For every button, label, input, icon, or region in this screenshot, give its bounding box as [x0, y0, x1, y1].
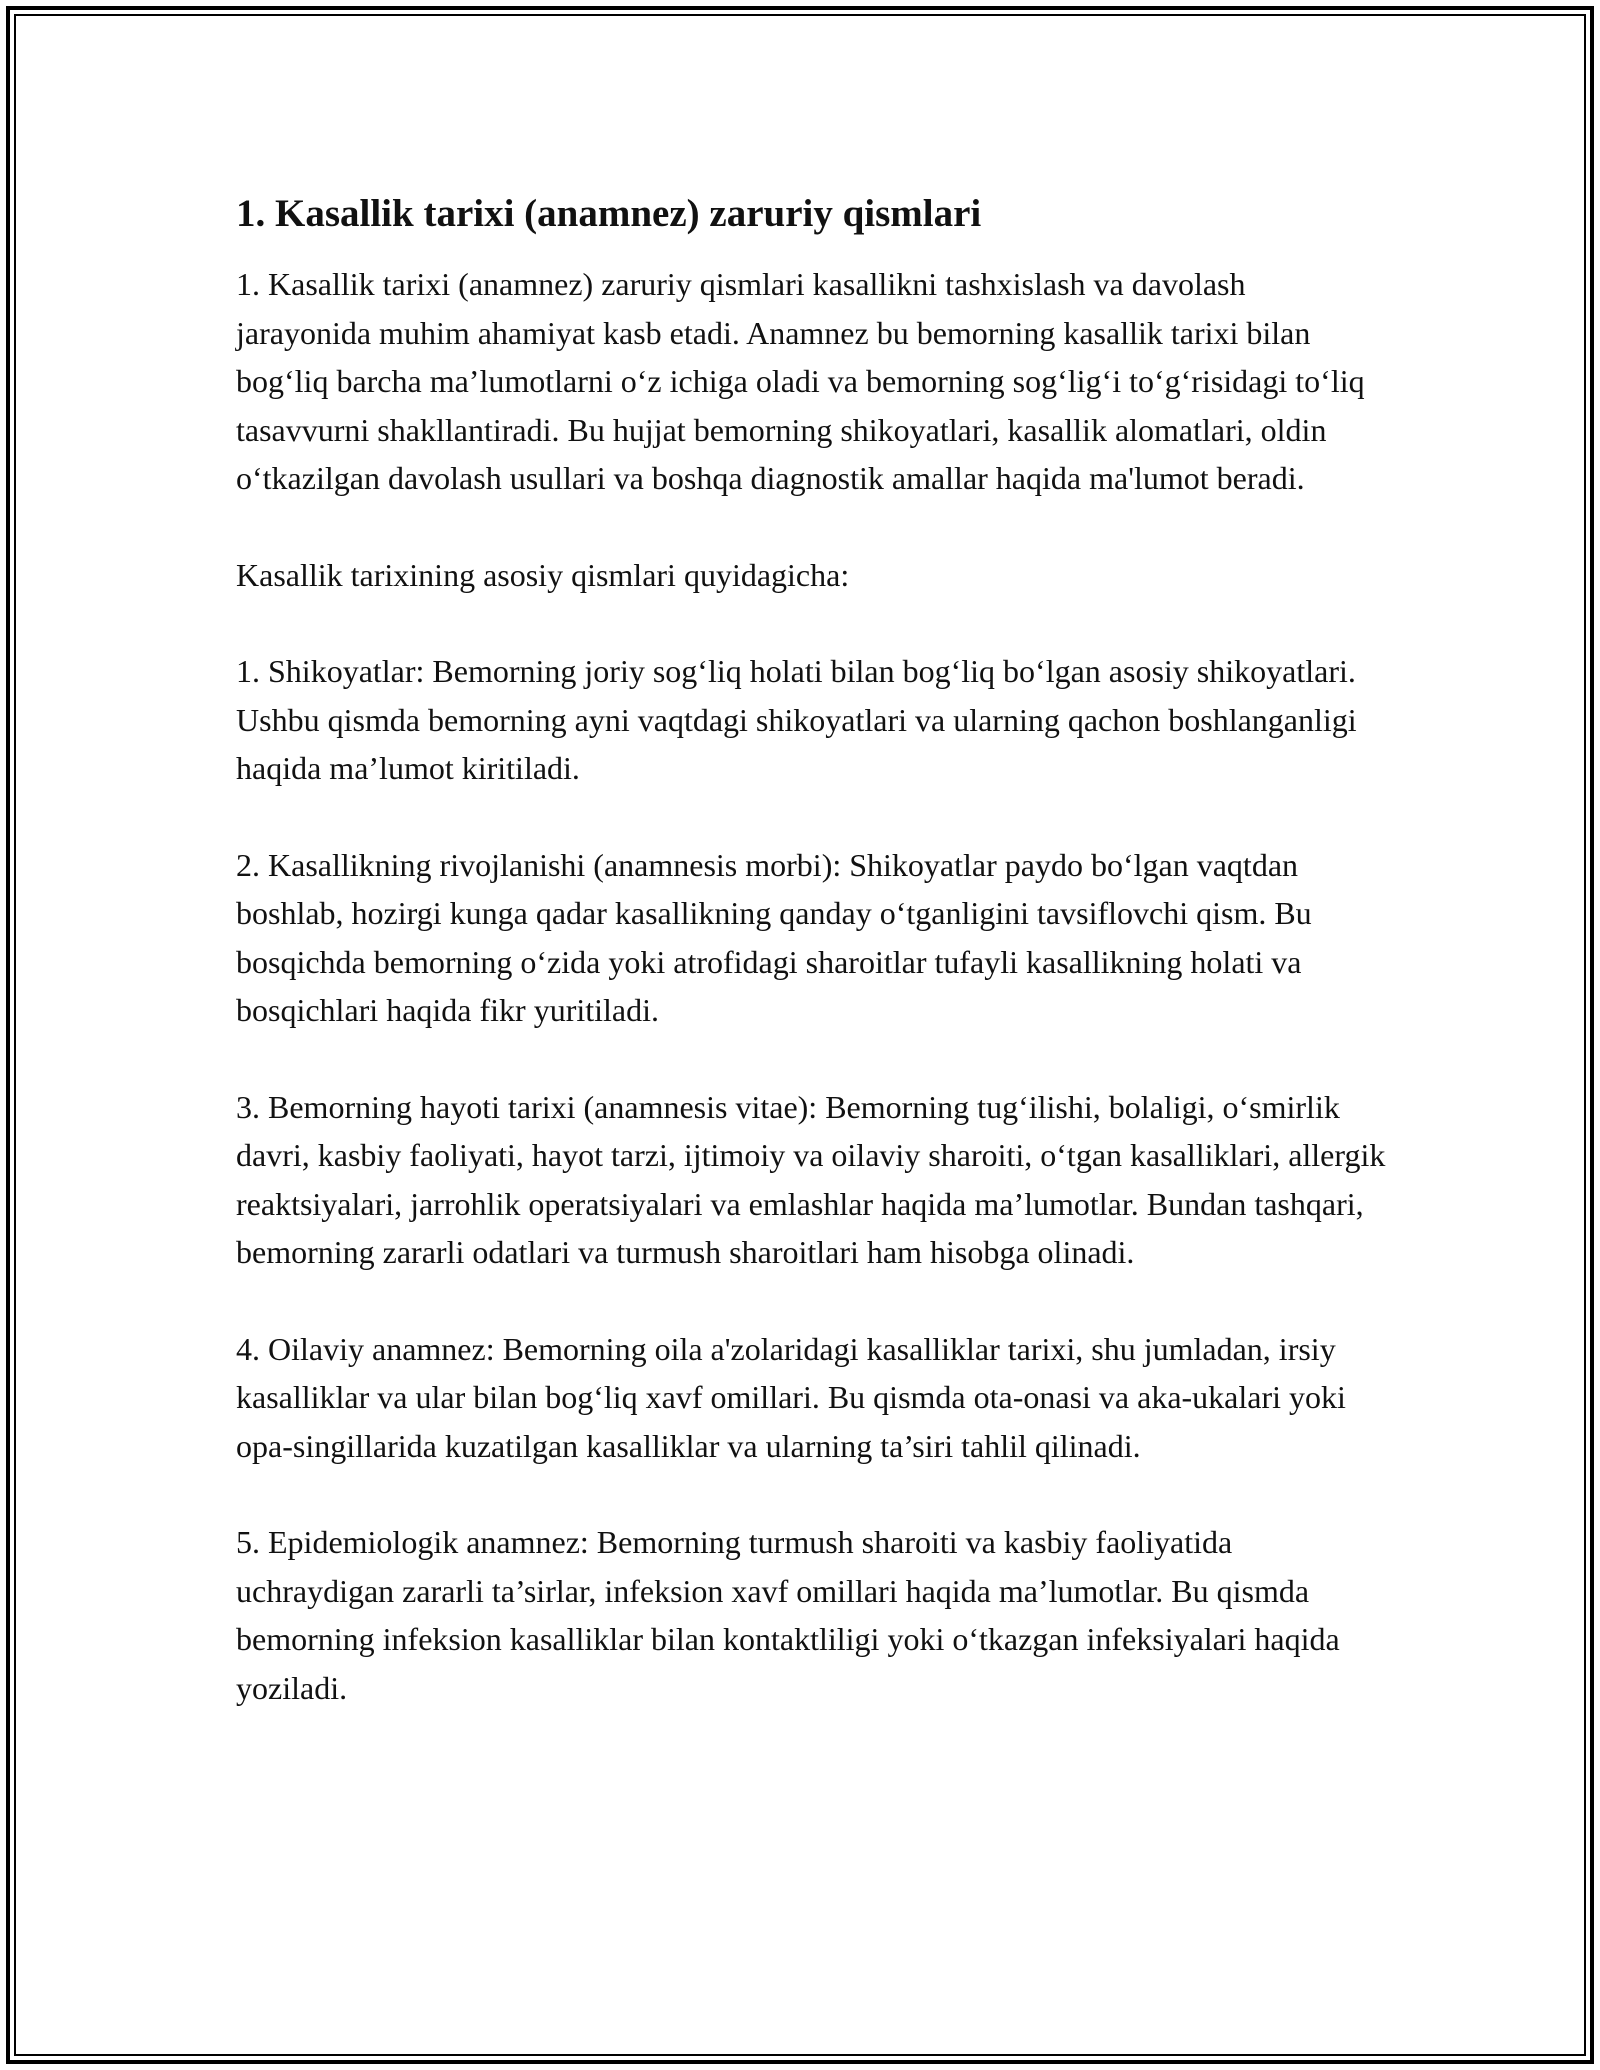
life-history-paragraph: 3. Bemorning hayoti tarixi (anamnesis vitae): Bemorning tug‘ilishi, bolaligi, o‘smirlik davri, kasbiy faoliyati, hayot tarzi, ijtimoiy va oilaviy sharoiti, o‘tgan kasalliklari, allergik reaktsiyalari, jarrohlik operatsiyalari va emlashlar haqida ma’lumotlar. Bundan tashqari, bemorning zararli odatlari va turmush sharoitlari ham hisobga olinadi. — [236, 1088, 1386, 1270]
section-heading: 1. Kasallik tarixi (anamnez) zaruriy qismlari — [236, 192, 982, 235]
intro-paragraph: 1. Kasallik tarixi (anamnez) zaruriy qismlari kasallikni tashxislash va davolash jarayonida muhim ahamiyat kasb etadi. Anamnez bu bemorning kasallik tarixi bilan bog‘liq barcha ma’lumotlarni o‘z ichiga oladi va bemorning sog‘lig‘i to‘g‘risidagi to‘liq tasavvurni shakllantiradi. Bu hujjat bemorning shikoyatlari, kasallik alomatlari, oldin o‘tkazilgan davolash usullari va boshqa diagnostik amallar haqida ma'lumot beradi. — [236, 266, 1365, 496]
family-history-paragraph: 4. Oilaviy anamnez: Bemorning oila a'zolaridagi kasalliklar tarixi, shu jumladan, irsiy kasalliklar va ular bilan bog‘liq xavf omillari. Bu qismda ota-onasi va aka-ukalari yoki opa-singillarida kuzatilgan kasalliklar va ularning ta’siri tahlil qilinadi. — [236, 1330, 1346, 1464]
disease-history-paragraph: 2. Kasallikning rivojlanishi (anamnesis morbi): Shikoyatlar paydo bo‘lgan vaqtdan boshlab, hozirgi kunga qadar kasallikning qanday o‘tganligini tavsiflovchi qism. Bu bosqichda bemorning o‘zida yoki atrofidagi sharoitlar tufayli kasallikning holati va bosqichlari haqida fikr yuritiladi. — [236, 846, 1312, 1028]
epidemiological-history-paragraph: 5. Epidemiologik anamnez: Bemorning turmush sharoiti va kasbiy faoliyatida uchraydigan zararli ta’sirlar, infeksion xavf omillari haqida ma’lumotlar. Bu qismda bemorning infeksion kasalliklar bilan kontaktliligi yoki o‘tkazgan infeksiyalari haqida yoziladi. — [236, 1524, 1340, 1706]
list-intro-paragraph: Kasallik tarixining asosiy qismlari quyidagicha: — [236, 556, 850, 593]
complaints-paragraph: 1. Shikoyatlar: Bemorning joriy sog‘liq holati bilan bog‘liq bo‘lgan asosiy shikoyatlari. Ushbu qismda bemorning ayni vaqtdagi shikoyatlari va ularning qachon boshlanganligi haqida ma’lumot kiritiladi. — [236, 653, 1357, 786]
document-body — [236, 186, 1386, 1760]
